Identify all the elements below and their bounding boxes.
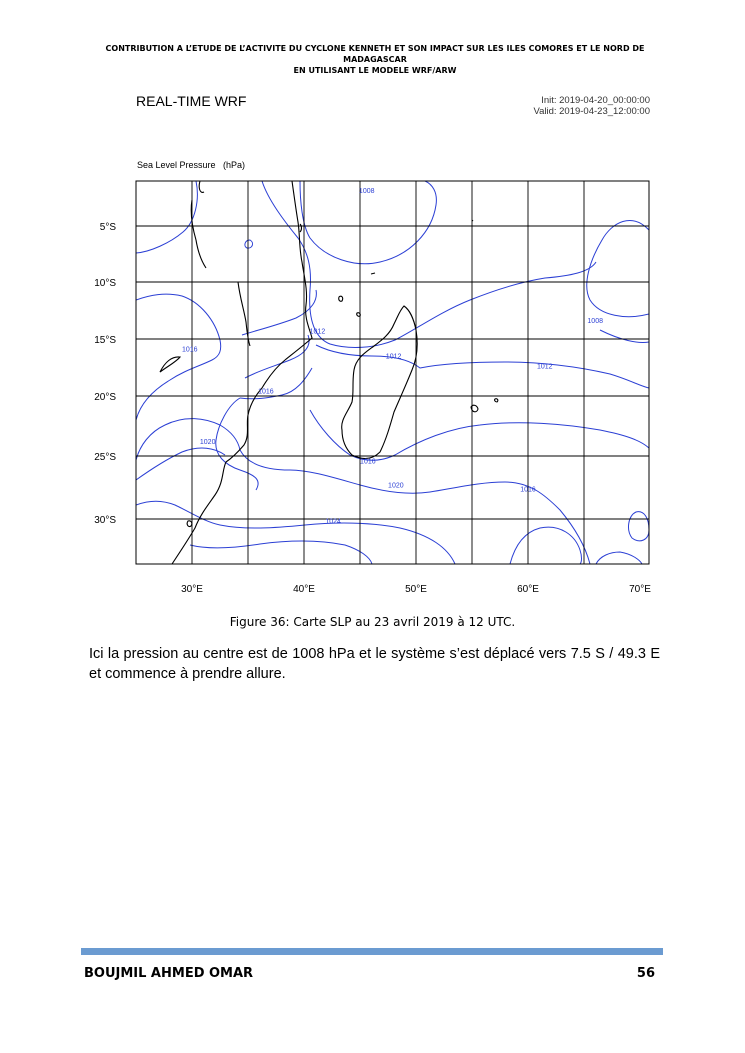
island-mauritius [495,399,498,402]
contour-label: 1020 [199,439,216,446]
isobar-1016-south [240,368,649,460]
isobar-ring-se [629,512,649,541]
contour-label: 1016 [360,458,376,466]
x-tick-label: 30°E [181,584,203,595]
isobar-1016 [136,294,309,420]
y-tick-label: 10°S [94,278,116,289]
isobar-corner-se [596,552,642,564]
coastline-madagascar [342,306,418,458]
figure-valid-time: Valid: 2019-04-23_12:00:00 [533,106,650,117]
contour-label: 1024 [325,518,341,526]
island-seychelles [371,273,375,274]
y-tick-label: 15°S [94,335,116,346]
contour-label: 1020 [388,482,404,490]
footer-author: BOUJMIL AHMED OMAR [84,966,254,981]
page-number: 56 [636,966,655,981]
isobar-lines [136,181,649,564]
island-small-sw [187,521,192,527]
x-tick-label: 60°E [517,584,539,595]
body-paragraph: Ici la pression au centre est de 1008 hPa et le système s’est déplacé vers 7.5 S / 49.3 E et commence à prendre allure. [89,646,660,682]
lake-tanganyika [191,200,206,268]
isobar-1008-east [587,221,649,317]
y-tick-label: 25°S [94,452,116,463]
y-tick-label: 30°S [94,515,116,526]
isobar-1024 [136,501,455,564]
coastline-africa [172,181,312,564]
isobar-small-loop [245,240,253,248]
figure-caption: Figure 36: Carte SLP au 23 avril 2019 à 12 UTC. [229,615,516,629]
footer-rule [81,948,663,955]
x-tick-label: 40°E [293,584,315,595]
contour-labels [182,188,603,525]
isobar-1024-lower [190,541,372,564]
lake-victoria [199,181,204,192]
map-area [136,181,649,564]
contour-label: 1008 [358,188,375,196]
header-line-1: CONTRIBUTION A L’ETUDE DE L’ACTIVITE DU CYCLONE KENNETH ET SON IMPACT SUR LES ILES COMORES ET LE NORD DE MADAGASCAR [105,44,645,64]
y-tick-label: 20°S [94,392,116,403]
island-zanzibar [300,224,302,232]
field-label: Sea Level Pressure (hPa) [137,160,246,170]
isobar-1020-west [136,448,225,480]
contour-label: 1016 [520,486,536,494]
graticule [136,181,649,564]
y-tick-labels [94,222,116,526]
island-southwest [160,357,180,372]
header-line-2: EN UTILISANT LE MODELE WRF/ARW [293,66,457,75]
x-tick-label: 70°E [629,584,651,595]
x-tick-labels [181,584,651,595]
contour-label: 1008 [587,318,603,326]
contour-label: 1012 [385,353,402,361]
figure-title: REAL-TIME WRF [136,93,247,109]
y-tick-label: 5°S [99,222,116,233]
x-tick-label: 50°E [405,584,427,595]
island-comoros-1 [339,296,343,301]
contour-label: 1012 [309,328,326,336]
contour-label: 1016 [181,346,198,354]
isobar-1024-east [510,527,582,564]
figure-init-time: Init: 2019-04-20_00:00:00 [541,95,650,106]
contour-label: 1012 [537,363,553,371]
coastlines [160,181,498,564]
contour-label: 1016 [258,388,274,396]
